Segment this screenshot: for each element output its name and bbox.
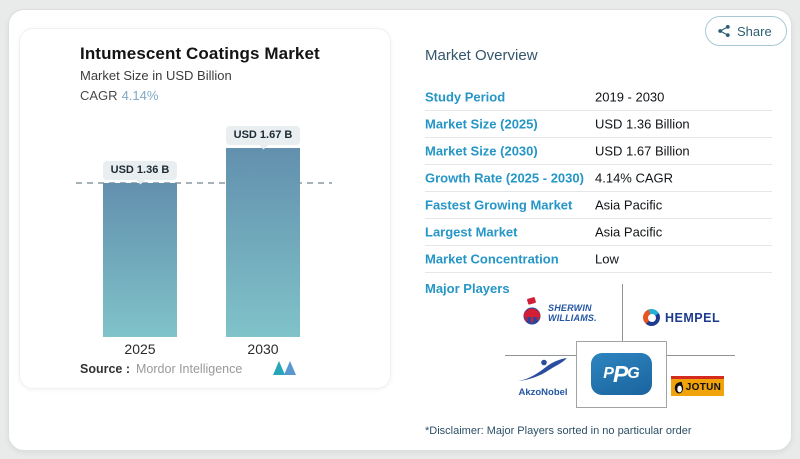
- table-row-market-size-2025: [425, 111, 772, 138]
- jotun-penguin-icon: [674, 381, 684, 394]
- hempel-wordmark: HEMPEL: [665, 310, 721, 325]
- table-row-study-period: [425, 84, 772, 111]
- row-value: USD 1.36 Billion: [595, 116, 690, 132]
- overview-title: Market Overview: [425, 47, 538, 64]
- table-row-fastest-growing-market: [425, 192, 772, 219]
- row-label: Study Period: [425, 89, 506, 105]
- table-row-market-concentration: [425, 246, 772, 273]
- hempel-ring-icon: [643, 309, 660, 326]
- hempel-logo: [643, 309, 720, 326]
- share-label: Share: [737, 23, 772, 39]
- row-value: USD 1.67 Billion: [595, 143, 690, 159]
- sherwin-williams-logo: [521, 297, 597, 328]
- bar-2030[interactable]: [226, 148, 300, 337]
- overview-table: [425, 84, 772, 273]
- sherwin-paint-can-icon: [521, 297, 544, 328]
- row-label: Fastest Growing Market: [425, 197, 573, 213]
- x-axis-label-2025: 2025: [124, 341, 156, 357]
- sherwin-line2: WILLIAMS.: [548, 312, 597, 323]
- row-label: Growth Rate (2025 - 2030): [425, 170, 584, 186]
- row-value: 4.14% CAGR: [595, 170, 674, 186]
- ppg-letter: P: [603, 365, 614, 382]
- akzonobel-wordmark: AkzoNobel: [518, 387, 568, 398]
- table-row-largest-market: [425, 219, 772, 246]
- players-tree-right-line: [667, 355, 735, 356]
- players-tree-left-line: [505, 355, 576, 356]
- row-label: Market Concentration: [425, 251, 559, 267]
- major-players-label: Major Players: [425, 281, 510, 296]
- table-row-growth-rate: [425, 165, 772, 192]
- sherwin-line1: SHERWIN: [548, 302, 592, 313]
- source-label: Source :: [80, 362, 131, 376]
- chart-title: Intumescent Coatings Market: [80, 44, 320, 63]
- row-value: 2019 - 2030: [595, 89, 665, 105]
- players-tree-vertical-line: [622, 284, 623, 341]
- sherwin-williams-wordmark: [548, 303, 597, 323]
- row-value: Asia Pacific: [595, 224, 663, 240]
- ppg-logo: [591, 353, 652, 395]
- cagr-value: 4.14%: [121, 88, 159, 103]
- row-label: Market Size (2025): [425, 116, 538, 132]
- chart-subtitle: Market Size in USD Billion: [80, 68, 232, 83]
- row-label: Largest Market: [425, 224, 518, 240]
- row-label: Market Size (2030): [425, 143, 538, 159]
- disclaimer-text: *Disclaimer: Major Players sorted in no particular order: [425, 425, 692, 437]
- bar-value-label-2025: USD 1.36 B: [103, 161, 177, 180]
- x-axis-label-2030: 2030: [247, 341, 279, 357]
- jotun-wordmark: JOTUN: [685, 382, 722, 393]
- share-button[interactable]: [705, 16, 787, 46]
- row-value: Asia Pacific: [595, 197, 663, 213]
- bar-2025[interactable]: [103, 183, 177, 337]
- akzonobel-logo: [514, 357, 572, 398]
- table-row-market-size-2030: [425, 138, 772, 165]
- cagr-line: [80, 88, 158, 103]
- cagr-label: CAGR: [80, 88, 118, 103]
- row-value: Low: [595, 251, 619, 267]
- mordor-intelligence-logo: [272, 359, 298, 377]
- akzonobel-figure-icon: [517, 357, 569, 383]
- ppg-letter: P: [612, 360, 629, 387]
- jotun-logo: [671, 376, 724, 396]
- share-icon: [717, 24, 731, 38]
- source-row: [80, 362, 242, 376]
- ppg-letter: G: [627, 365, 640, 382]
- source-value: Mordor Intelligence: [136, 362, 243, 376]
- bar-value-label-2030: USD 1.67 B: [226, 126, 300, 145]
